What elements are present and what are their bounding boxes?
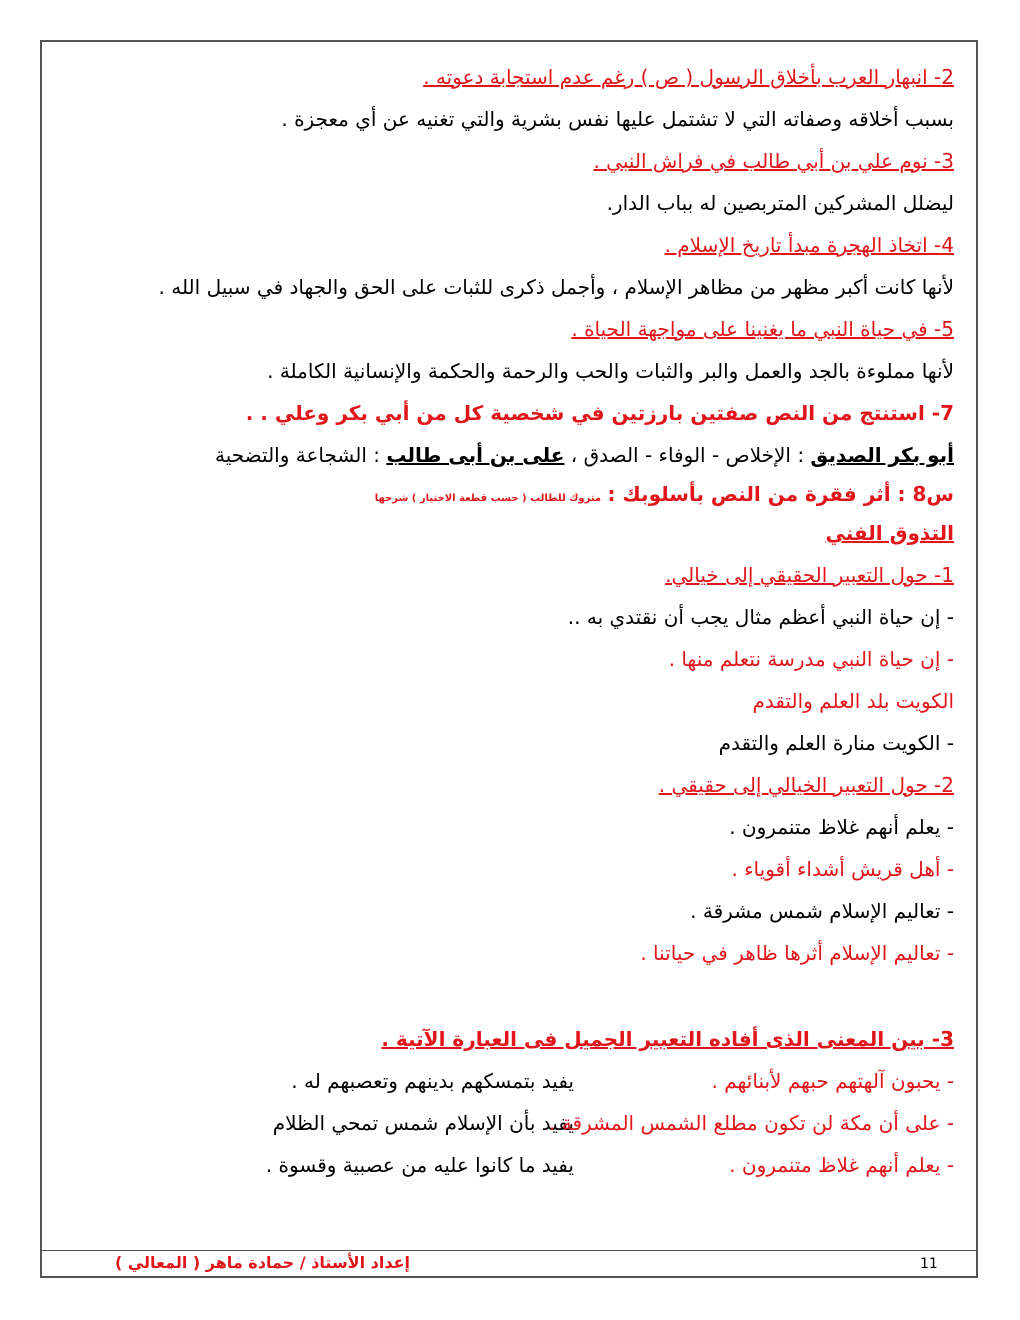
abubakr-name: أبو بكر الصديق (810, 443, 954, 467)
document-body (60, 56, 954, 1186)
question-5: 5- في حياة النبي ما يغنينا على مواجهة الحياة . (571, 317, 954, 341)
task-3-meaning: يفيد بتمسكهم بدينهم وتعصبهم له . (291, 1069, 574, 1093)
task-2-example-2: - تعاليم الإسلام شمس مشرقة . (690, 899, 954, 923)
task-1-example-2: الكويت بلد العلم والتقدم (752, 689, 954, 713)
task-3-row (60, 1060, 954, 1102)
task-3-phrase: - على أن مكة لن تكون مطلع الشمس المشرقة . (549, 1111, 954, 1135)
task-1-example-1: - إن حياة النبي أعظم مثال يجب أن نقتدي به .. (567, 605, 954, 629)
task-3-row (60, 1102, 954, 1144)
footer-credit: إعداد الأستاذ / حمادة ماهر ( المعالي ) (114, 1253, 410, 1272)
task-3-phrase: - يحبون آلهتهم حبهم لأبنائهم . (711, 1069, 954, 1093)
question-2: 2- انبهار العرب بأخلاق الرسول ( ص ) رغم عدم استجابة دعوته . (423, 65, 954, 89)
abubakr-traits: : الإخلاص - الوفاء - الصدق ، (564, 443, 811, 467)
answer-5: لأنها مملوءة بالجد والعمل والبر والثبات والحب والرحمة والحكمة والإنسانية الكاملة . (267, 359, 954, 383)
question-4: 4- اتخاذ الهجرة مبدأ تاريخ الإسلام . (664, 233, 954, 257)
task-2-answer-1: - أهل قريش أشداء أقوياء . (731, 857, 954, 881)
answer-2: بسبب أخلاقه وصفاته التي لا تشتمل عليها نفس بشرية والتي تغنيه عن أي معجزة . (281, 107, 954, 131)
question-3: 3- نوم علي بن أبي طالب في فراش النبي . (593, 149, 954, 173)
task-2: 2- حول التعبير الخيالي إلى حقيقي . (658, 773, 954, 797)
footer-divider (40, 1250, 978, 1251)
task-2-answer-2: - تعاليم الإسلام أثرها ظاهر في حياتنا . (640, 941, 954, 965)
task-3-row (60, 1144, 954, 1186)
task-1: 1- حول التعبير الحقيقي إلى خيالي. (665, 563, 954, 587)
answer-3: ليضلل المشركين المتربصين له بباب الدار. (606, 191, 954, 215)
ali-traits: : الشجاعة والتضحية (215, 443, 387, 467)
section-title: التذوق الفني (825, 521, 954, 545)
question-8-text: س8 : أثر فقرة من النص بأسلوبك : (607, 482, 954, 506)
answer-7 (60, 434, 954, 476)
task-3: 3- بين المعنى الذى أفاده التعبير الجميل فى العبارة الآتية . (381, 1027, 954, 1051)
question-8-note: متروك للطالب ( حسب قطعة الاختيار ) شرحها (374, 493, 602, 504)
task-1-answer-2: - الكويت منارة العلم والتقدم (718, 731, 954, 755)
question-8 (60, 476, 954, 512)
page-number: 11 (920, 1256, 938, 1272)
ali-name: على بن أبى طالب (386, 443, 565, 467)
task-3-meaning: يفيد ما كانوا عليه من عصبية وقسوة . (265, 1153, 574, 1177)
answer-4: لأنها كانت أكبر مظهر من مظاهر الإسلام ، وأجمل ذكرى للثبات على الحق والجهاد في سبيل الله . (158, 275, 954, 299)
task-1-answer-1: - إن حياة النبي مدرسة نتعلم منها . (668, 647, 954, 671)
spacer (60, 974, 954, 1018)
task-2-example-1: - يعلم أنهم غلاظ متنمرون . (729, 815, 954, 839)
task-3-meaning: يفيد بأن الإسلام شمس تمحي الظلام (272, 1111, 574, 1135)
task-3-phrase: - يعلم أنهم غلاظ متنمرون . (729, 1153, 954, 1177)
question-7: 7- استنتج من النص صفتين بارزتين في شخصية كل من أبي بكر وعلي . . (245, 401, 954, 425)
